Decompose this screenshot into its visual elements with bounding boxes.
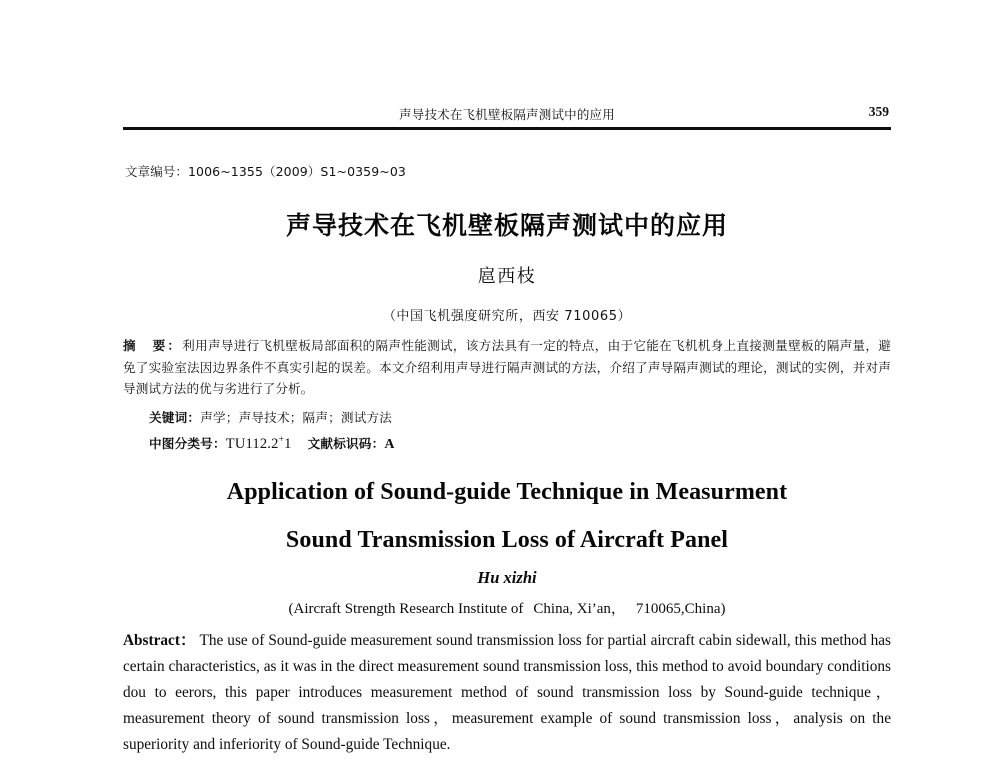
chinese-keywords-text: 声学；声导技术；隔声；测试方法 bbox=[200, 409, 393, 425]
chinese-keywords bbox=[149, 407, 891, 426]
header-rule bbox=[123, 127, 891, 130]
chinese-abstract-label: 摘 要： bbox=[123, 338, 183, 353]
running-head bbox=[123, 104, 891, 128]
chinese-keywords-label: 关键词： bbox=[149, 409, 201, 425]
english-author: Hu xizhi bbox=[477, 567, 537, 587]
clc-code-tail: 1 bbox=[284, 435, 292, 452]
clc-label: 中图分类号： bbox=[149, 435, 226, 451]
english-abstract bbox=[123, 628, 891, 758]
clc-line bbox=[149, 433, 891, 453]
chinese-affiliation: （中国飞机强度研究所，西安 710065） bbox=[382, 309, 632, 324]
english-title-line-2: Sound Transmission Loss of Aircraft Panel bbox=[285, 526, 729, 553]
article-number: 文章编号：1006~1355（2009）S1~0359~03 bbox=[125, 164, 406, 179]
english-title-line-1: Application of Sound-guide Technique in Measurment bbox=[226, 478, 788, 505]
page-number: 359 bbox=[868, 104, 889, 119]
chinese-abstract bbox=[123, 335, 891, 400]
english-affiliation bbox=[123, 597, 891, 618]
chinese-title: 声导技术在飞机壁板隔声测试中的应用 bbox=[285, 211, 728, 240]
clc-code-superscript: + bbox=[278, 434, 285, 445]
english-affiliation-part-3: 710065,China) bbox=[635, 600, 726, 617]
english-affiliation-part-2: China, Xi’an， bbox=[533, 600, 626, 617]
chinese-abstract-text: 利用声导进行飞机壁板局部面积的隔声性能测试，该方法具有一定的特点，由于它能在飞机机身上直接测量壁板的隔声量，避免了实验室法因边界条件不真实引起的误差。本文介绍利用声导进行隔声测试的方法，介绍了声导隔声测试的理论，测试的实例，并对声导测试方法的优与劣进行了分析。 bbox=[123, 338, 892, 396]
running-head-title: 声导技术在飞机壁板隔声测试中的应用 bbox=[399, 107, 615, 122]
document-code-value: A bbox=[384, 436, 395, 452]
clc-code-base: TU112.2 bbox=[225, 435, 279, 452]
english-abstract-label: Abstract： bbox=[123, 631, 196, 649]
document-code-label: 文献标识码： bbox=[307, 435, 385, 451]
chinese-author: 扈西枝 bbox=[477, 266, 537, 287]
english-abstract-text: The use of Sound-guide measurement sound transmission loss for partial aircraft cabin sidewall, this method has certain characteristics, as it was in the direct measurement sound transmission loss, this method to avoid boundary conditions dou to eerors, this paper introduces measurement method of sound transmission loss by Sound-guide technique，measurement theory of sound transmission loss，measurement example of sound transmission loss，analysis on the superiority and inferiority of Sound-guide Technique. bbox=[123, 631, 891, 753]
clc-code bbox=[226, 436, 292, 452]
english-affiliation-part-1: (Aircraft Strength Research Institute of bbox=[288, 600, 524, 617]
article-body bbox=[123, 150, 891, 758]
